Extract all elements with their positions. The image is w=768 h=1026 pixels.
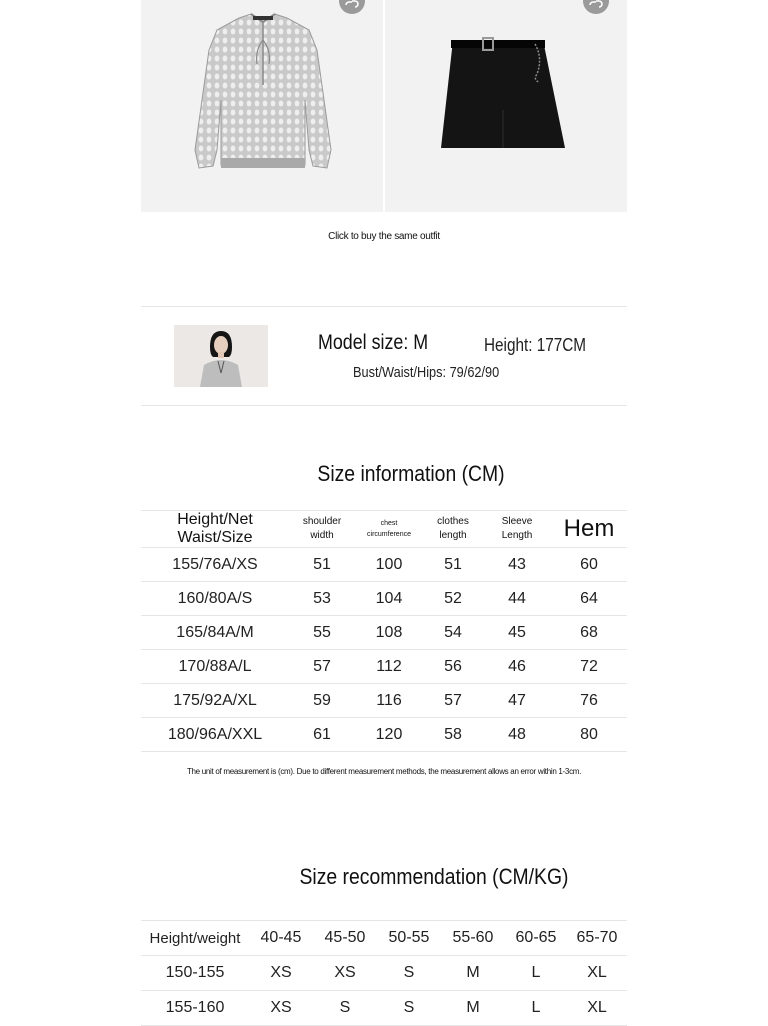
sweater-illustration [141,0,383,212]
product-skirt-image[interactable] [385,0,627,212]
header-height-weight: Height/weight [149,929,241,947]
skirt-illustration [385,0,627,212]
table-row: 165/84A/M 55 108 54 45 68 [141,616,627,650]
model-size: Model size: M [318,331,429,354]
table-row: 180/96A/XXL 61 120 58 48 80 [141,718,627,752]
table-row: 160/80A/S 53 104 52 44 64 [141,582,627,616]
buy-same-outfit-link[interactable]: Click to buy the same outfit [328,231,440,242]
table-header-row [141,511,627,548]
header-size: Height/Net Waist/Size [177,511,253,546]
outfit-products [141,0,627,212]
header-sleeve: Sleeve Length [501,516,533,541]
size-rec-table [141,920,627,1026]
table-row: 150-155 XS XS S M L XL [141,956,627,991]
model-info [141,306,627,406]
table-row: 175/92A/XL 59 116 57 47 76 [141,684,627,718]
header-hem: Hem [563,515,615,542]
header-length: clothes length [437,516,469,541]
product-sweater-image[interactable] [141,0,383,212]
size-info-table [141,510,627,752]
model-height: Height: 177CM [484,335,587,355]
table-header-row: Height/weight 40-45 45-50 50-55 55-60 60-65 65-70 [141,921,627,956]
model-measurements: Bust/Waist/Hips: 79/62/90 [353,364,500,381]
size-rec-title: Size recommendation (CM/KG) [299,864,569,889]
table-row: 170/88A/L 57 112 56 46 72 [141,650,627,684]
header-shoulder: shoulder width [302,516,342,541]
table-row: 155/76A/XS 51 100 51 43 60 [141,548,627,582]
size-info-title: Size information (CM) [317,461,505,486]
model-photo [174,325,268,387]
table-row: 155-160 XS S S M L XL [141,991,627,1026]
header-chest: chest circumference [367,520,411,538]
measurement-note: The unit of measurement is (cm). Due to different measurement methods, the measurement allows an error within 1-3cm. [186,767,582,776]
